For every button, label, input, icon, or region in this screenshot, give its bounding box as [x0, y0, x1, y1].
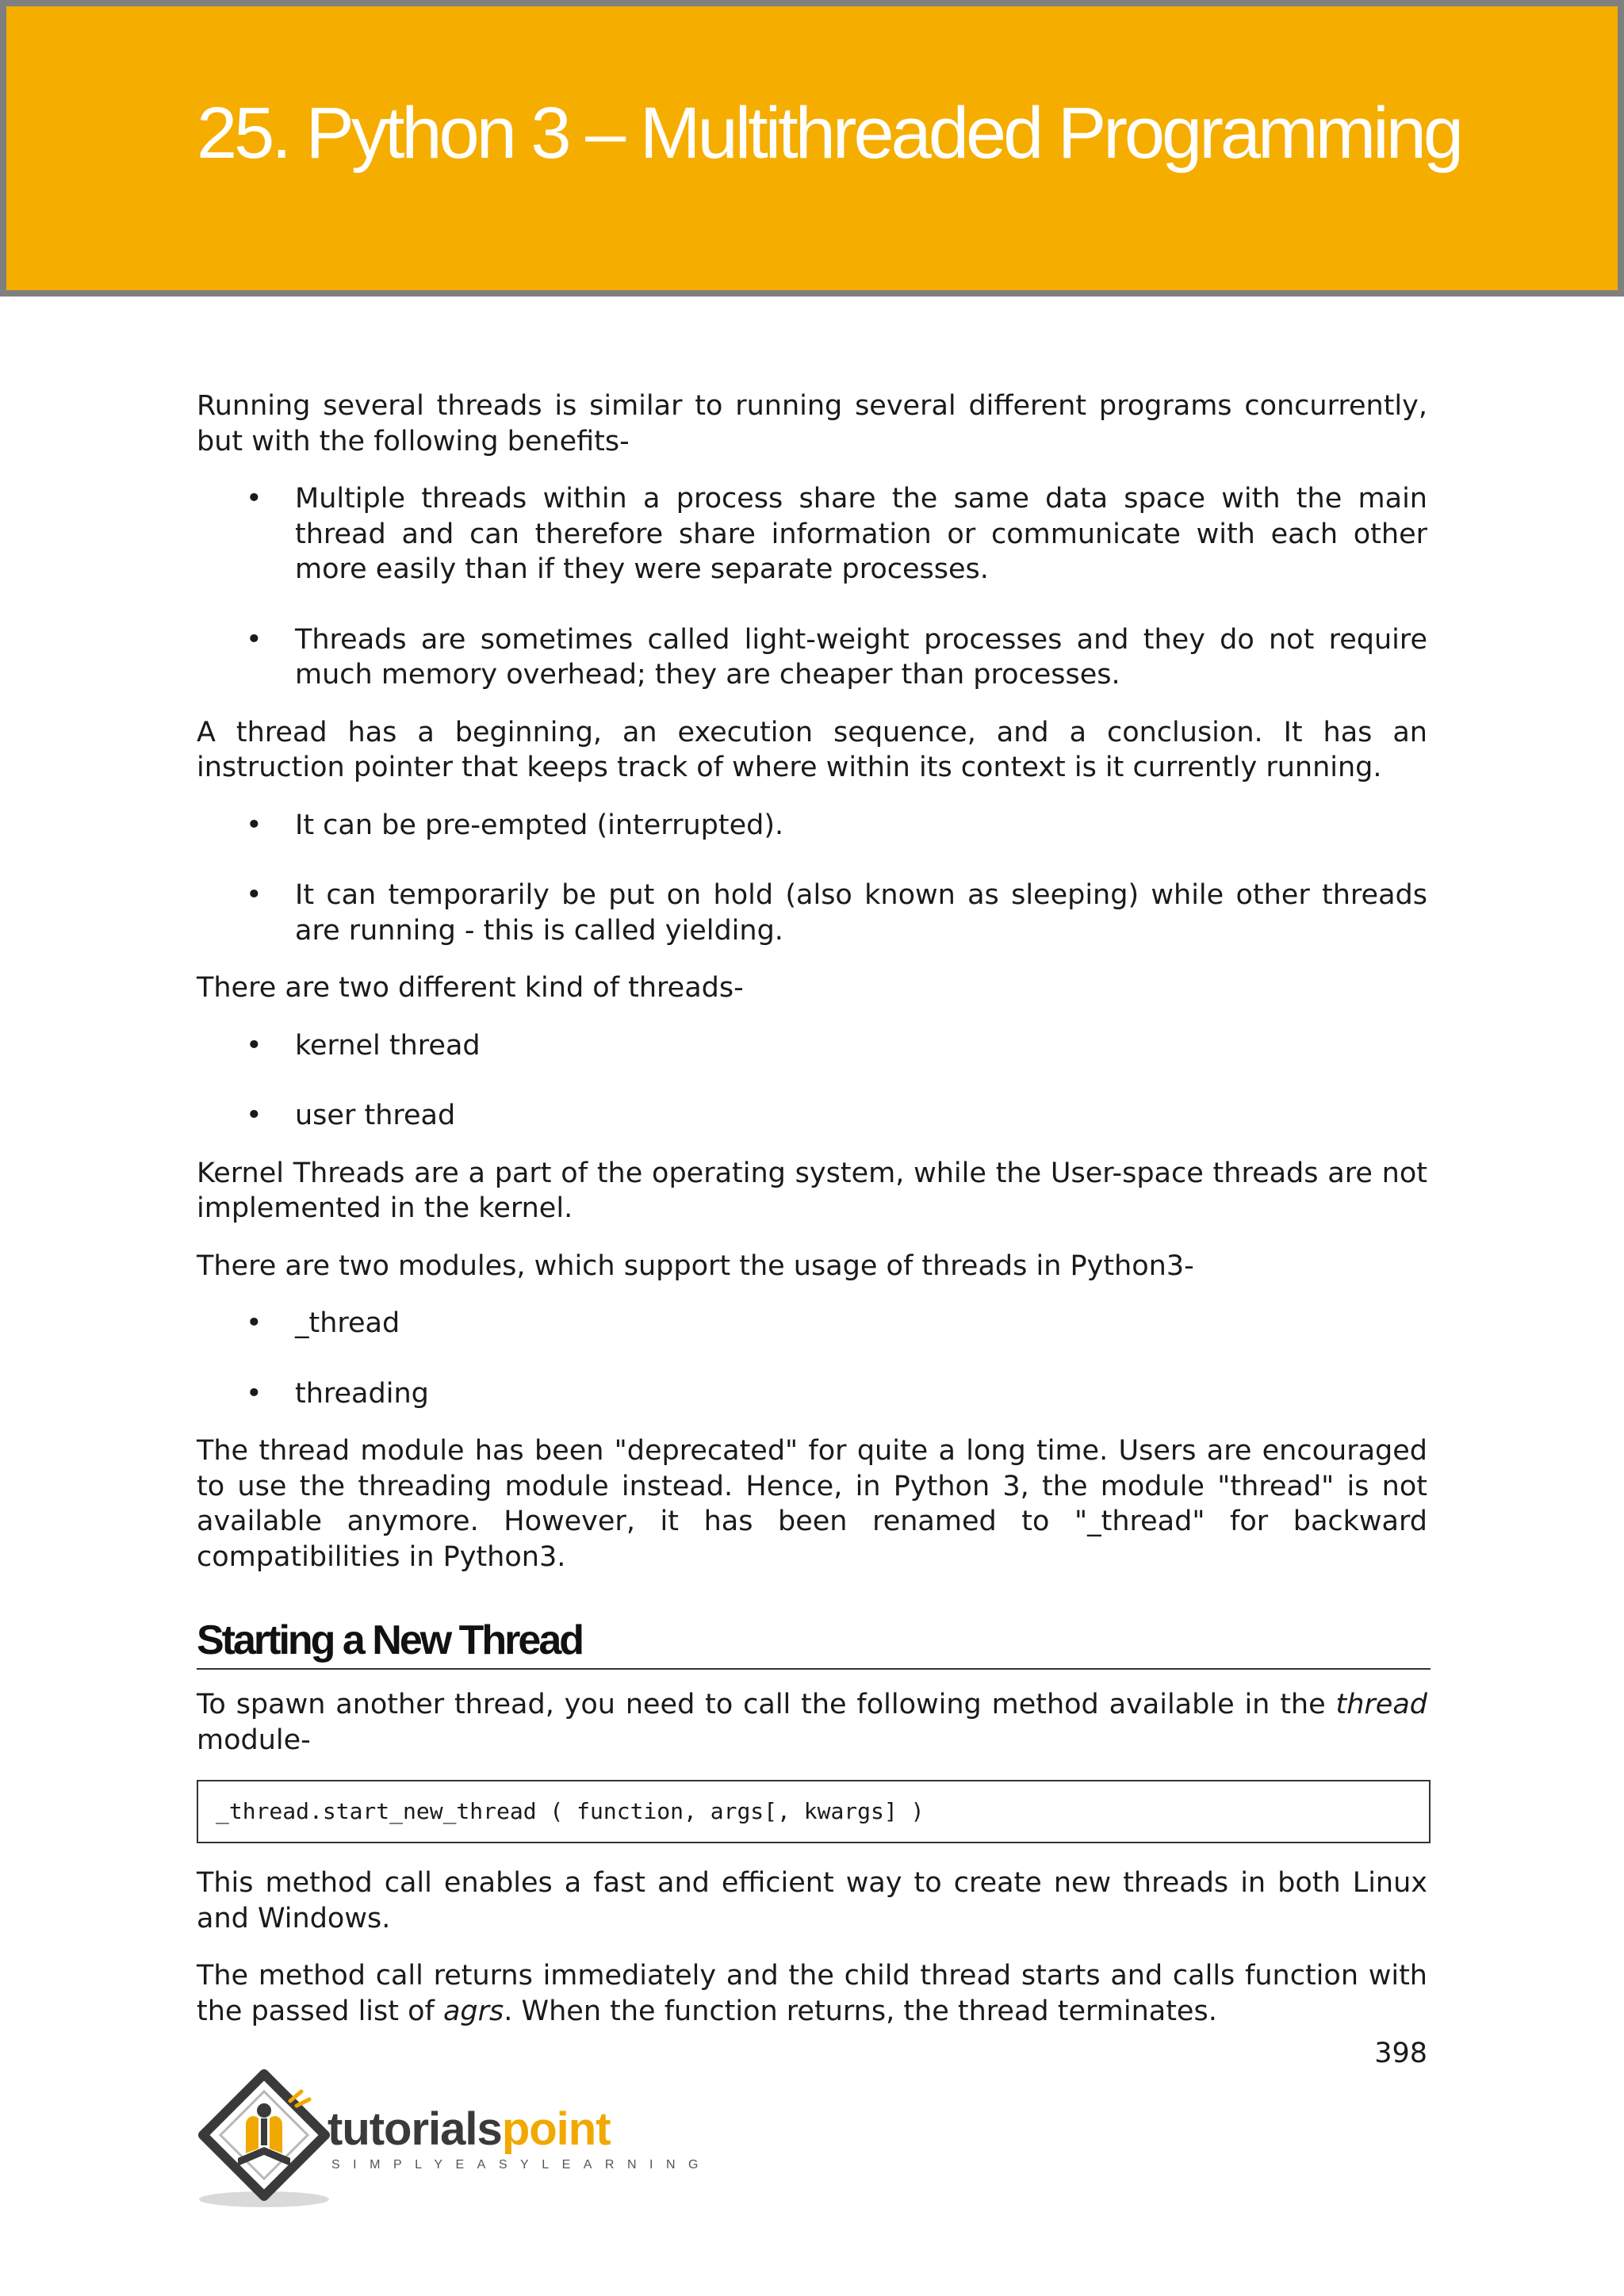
code-line: _thread.start_new_thread ( function, args[, kwargs] ): [216, 1798, 925, 1824]
logo-wordmark: [327, 2103, 611, 2156]
thread-properties-list: [197, 808, 1427, 949]
method-paragraph: This method call enables a fast and efficient way to create new threads in both Linux and Windows.: [197, 1867, 1427, 1934]
list-item: • Multiple threads within a process share the same data space with the main thread and can therefore share information or communicate with each other more easily than if they were separate processes.: [197, 481, 1427, 587]
thread-kinds-list: [197, 1028, 1427, 1134]
logo-word-tutorials: tutorials: [327, 2103, 502, 2155]
returns-text-start: The method call returns immediately and the child thread starts and calls function with the passed list of: [197, 1960, 1427, 2027]
logo-word-point: point: [501, 2103, 611, 2155]
list-item: • Threads are sometimes called light-weight processes and they do not require much memory overhead; they are cheaper than processes.: [197, 622, 1427, 693]
thread-kinds-intro: There are two different kind of threads-: [197, 972, 744, 1004]
logo-tagline: SIMPLYEASYLEARNING: [331, 2158, 711, 2172]
thread-description-paragraph: A thread has a beginning, an execution sequence, and a conclusion. It has an instruction pointer that keeps track of where within its context is it currently running.: [197, 716, 1427, 783]
spawn-text-start: To spawn another thread, you need to call the following method available in the: [197, 1689, 1336, 1720]
list-item: • It can temporarily be put on hold (also known as sleeping) while other threads are running - this is called yielding.: [197, 878, 1427, 948]
code-block: [197, 1780, 1431, 1843]
logo-mark-icon: [197, 2069, 331, 2209]
intro-paragraph: Running several threads is similar to running several different programs concurrently, but with the following benefits-: [197, 390, 1427, 457]
section-heading: Starting a New Thread: [197, 1614, 1431, 1670]
list-item: • threading: [197, 1376, 1427, 1412]
list-item: • kernel thread: [197, 1028, 1427, 1064]
list-item: • It can be pre-empted (interrupted).: [197, 808, 1427, 844]
chapter-title: 25. Python 3 – Multithreaded Programming: [197, 93, 1461, 174]
modules-intro: There are two modules, which support the usage of threads in Python3-: [197, 1249, 1194, 1282]
list-item: • user thread: [197, 1098, 1427, 1134]
agrs-emphasis: agrs: [442, 1995, 504, 2027]
page-content: [197, 388, 1427, 2051]
spawn-text-end: module-: [197, 1724, 311, 1756]
modules-list: [197, 1306, 1427, 1411]
chapter-banner: [0, 0, 1624, 297]
deprecated-paragraph: The thread module has been "deprecated" for quite a long time. Users are encouraged to use the threading module instead. Hence, in Python 3, the module "thread" is not available anymore. However, it has been renamed to "_thread" for backward compatibilities in Python3.: [197, 1435, 1427, 1573]
list-item: • _thread: [197, 1306, 1427, 1341]
returns-paragraph: [197, 1958, 1427, 2029]
returns-text-end: . When the function returns, the thread terminates.: [504, 1995, 1217, 2027]
thread-emphasis: thread: [1335, 1689, 1427, 1720]
benefits-list: [197, 481, 1427, 693]
kernel-threads-paragraph: Kernel Threads are a part of the operating system, while the User-space threads are not implemented in the kernel.: [197, 1157, 1427, 1224]
tutorialspoint-logo: [197, 2069, 711, 2209]
spawn-paragraph: [197, 1687, 1427, 1758]
page-number: 398: [1374, 2038, 1427, 2069]
